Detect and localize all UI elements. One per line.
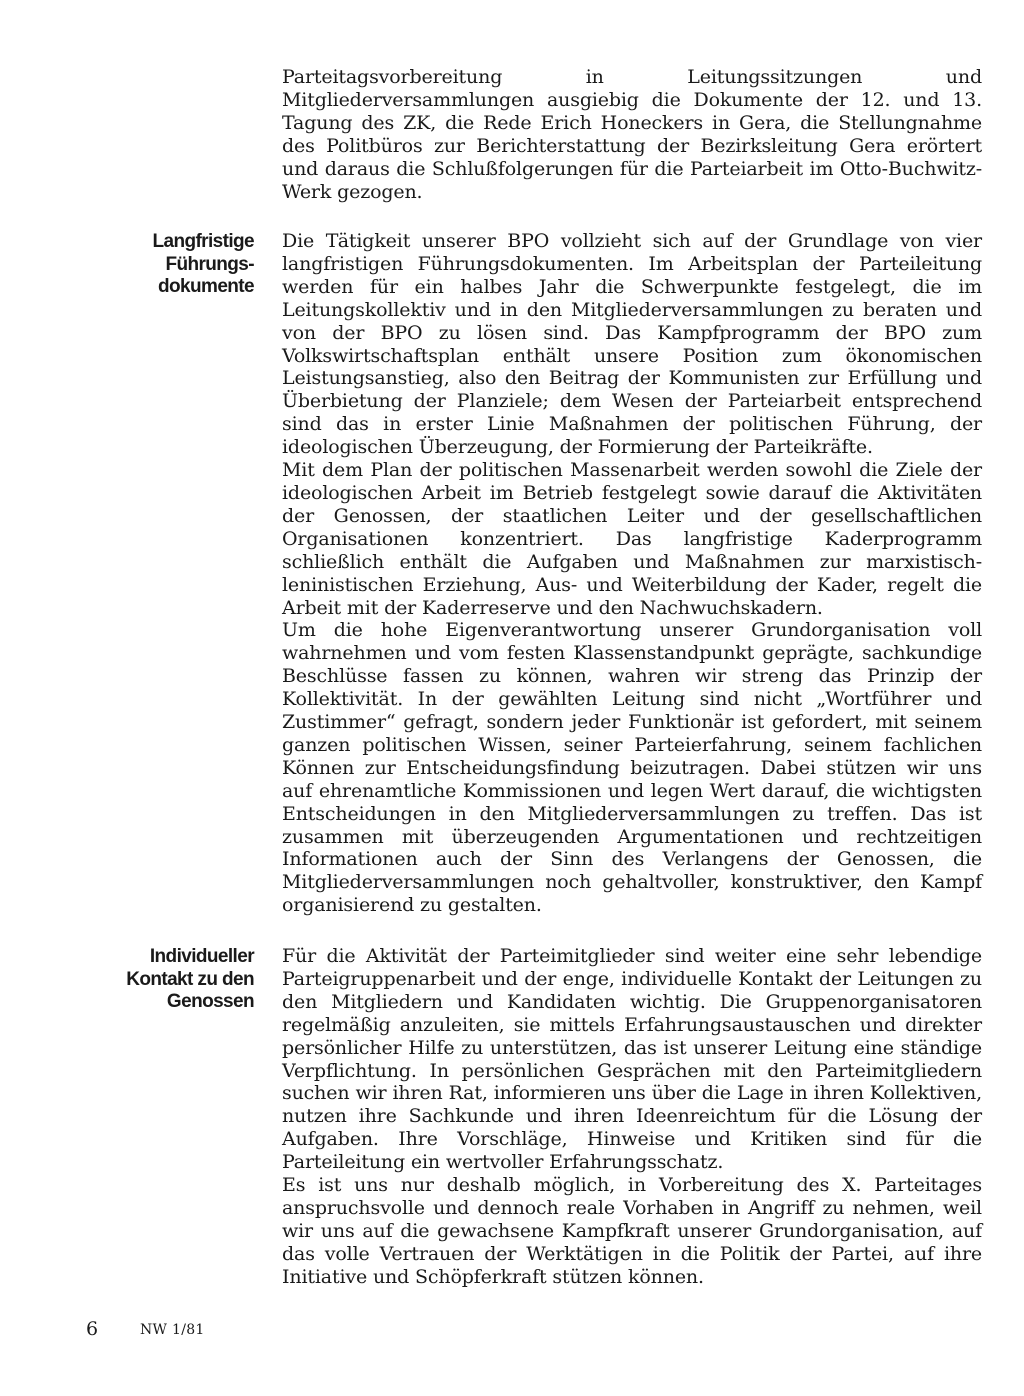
paragraph: Mit dem Plan der politischen Massenarbeit werden sowohl die Ziele der ideologischen Arbeit im Betrieb festgelegt sowie darauf die Aktivitäten der Genossen, der staatlichen Leiter und der gesellschaftlichen Organisationen konzentriert. Das langfristige Kaderprogramm schließlich enthält die Aufgaben und Maßnahmen zur marxistisch-leninistischen Erziehung, Aus- und Weiterbildung der Kader, regelt die Arbeit mit der Kaderreserve und den Nachwuchskadern. (282, 459, 982, 619)
paragraph: Die Tätigkeit unserer BPO vollzieht sich auf der Grundlage von vier langfristigen Führungsdokumenten. Im Arbeitsplan der Parteileitung werden für ein halbes Jahr die Schwerpunkte festgelegt, die im Leitungskollektiv und in den Mitgliederversammlungen zu beraten und von der BPO zu lösen sind. Das Kampfprogramm der BPO zum Volkswirtschaftsplan enthält unsere Position zum ökonomischen Leistungsanstieg, also den Beitrag der Kommunisten zur Erfüllung und Überbietung der Planziele; dem Wesen der Parteiarbeit entsprechend sind das in erster Linie Maßnahmen der politischen Führung, der ideologischen Überzeugung, der Formierung der Parteikräfte. (282, 230, 982, 459)
margin-note-line: Langfristige (152, 231, 254, 252)
kontakt-text (282, 945, 982, 1289)
margin-note-line: Genossen (166, 991, 254, 1012)
paragraph: Für die Aktivität der Parteimitglieder sind weiter eine sehr lebendige Parteigruppenarbeit und der enge, individuelle Kontakt der Leitungen zu den Mitgliedern und Kandidaten wichtig. Die Gruppenorganisatoren regelmäßig anzuleiten, sie mittels Erfahrungsaustauschen und direkter persönlicher Hilfe zu unterstützen, das ist unserer Leitung eine ständige Verpflichtung. In persönlichen Gesprächen mit den Parteimitgliedern suchen wir ihren Rat, informieren uns über die Lage in ihren Kollektiven, nutzen ihre Sachkunde und ihren Ideenreichtum für die Lösung der Aufgaben. Ihre Vorschläge, Hinweise und Kritiken sind für die Parteileitung ein wertvoller Erfahrungsschatz. (282, 945, 982, 1174)
page-number: 6 (86, 1318, 99, 1340)
intro-text (282, 66, 982, 203)
issue-label: NW 1/81 (140, 1322, 205, 1338)
paragraph: Parteitagsvorbereitung in Leitungssitzungen und Mitgliederversammlungen ausgiebig die Dokumente der 12. und 13. Tagung des ZK, die Rede Erich Honeckers in Gera, die Stellungnahme des Politbüros zur Berichterstattung der Bezirksleitung Gera erörtert und daraus die Schlußfolgerungen für die Parteiarbeit im Otto-Buchwitz-Werk gezogen. (282, 66, 982, 203)
fuehrungsdokumente-text (282, 230, 982, 917)
margin-note-line: dokumente (158, 276, 254, 297)
paragraph: Um die hohe Eigenverantwortung unserer Grundorganisation voll wahrnehmen und vom festen Klassenstandpunkt geprägte, sachkundige Beschlüsse fassen zu können, wahren wir streng das Prinzip der Kollektivität. In der gewählten Leitung sind nicht „Wortführer und Zustimmer“ gefragt, sondern jeder Funktionär ist gefordert, mit seinem ganzen politischen Wissen, seiner Parteierfahrung, seinem fachlichen Können zur Entscheidungsfindung beizutragen. Dabei stützen wir uns auf ehrenamtliche Kommissionen und legen Wert darauf, die wichtigsten Entscheidungen in den Mitgliederversammlungen zu treffen. Das ist zusammen mit überzeugenden Argumentationen und rechtzeitigen Informationen auch der Sinn des Verlangens der Genossen, die Mitgliederversammlungen noch gehaltvoller, konstruktiver, den Kampf organisierend zu gestalten. (282, 619, 982, 917)
margin-note-fuehrungsdokumente (54, 231, 254, 299)
margin-note-line: Kontakt zu den (126, 968, 254, 990)
margin-note-line: Führungs- (165, 253, 254, 275)
margin-note-kontakt (54, 946, 254, 1014)
margin-note-line: Individueller (149, 946, 254, 967)
paragraph: Es ist uns nur deshalb möglich, in Vorbereitung des X. Parteitages anspruchsvolle und dennoch reale Vorhaben in Angriff zu nehmen, weil wir uns auf die gewachsene Kampfkraft unserer Grundorganisation, auf das volle Vertrauen der Werktätigen in die Politik der Partei, auf ihre Initiative und Schöpferkraft stützen können. (282, 1174, 982, 1288)
